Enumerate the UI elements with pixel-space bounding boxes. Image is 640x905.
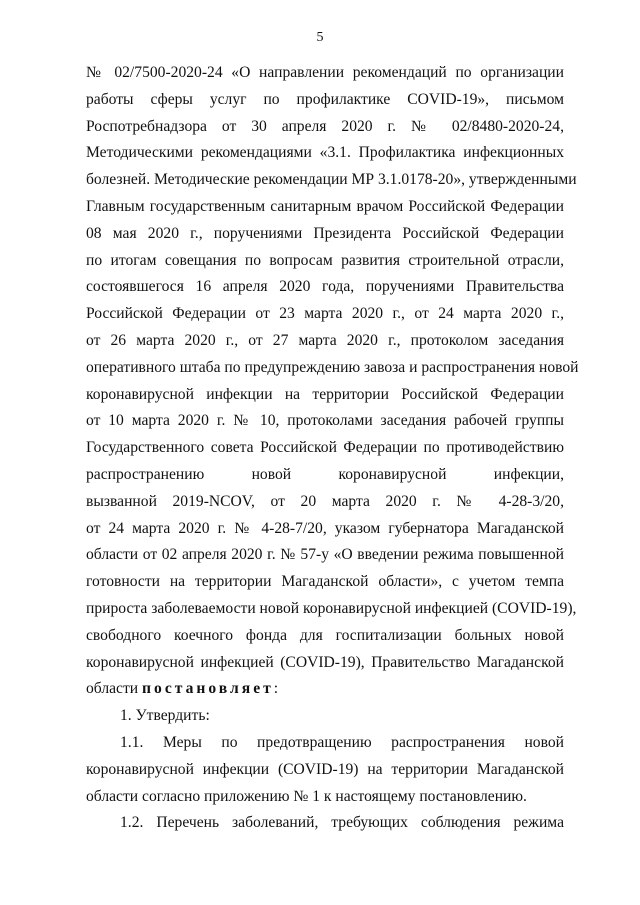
text-line: Методическими рекомендациями «3.1. Профилактика инфекционных [86,144,564,162]
resolution-suffix: : [273,680,279,698]
text-line: болезней. Методические рекомендации МР 3.1.0178-20», утвержденными [86,171,577,189]
text-line: от 24 марта 2020 г. № 4-28-7/20, указом губернатора Магаданской [86,519,564,537]
text-line: Российской Федерации от 23 марта 2020 г., от 24 марта 2020 г., [86,305,564,323]
text-line: области от 02 апреля 2020 г. № 57-у «О введении режима повышенной [86,546,564,564]
text-line: свободного коечного фонда для госпитализации больных новой [86,626,564,644]
item-1: 1. Утвердить: [120,707,210,725]
resolution-prefix: области [86,680,139,698]
item-1-1-line: области согласно приложению № 1 к настоящему постановлению. [86,787,527,805]
text-line: вызванной 2019-NCOV, от 20 марта 2020 г. № 4-28-3/20, [86,492,564,510]
resolution-line [86,676,564,703]
text-line: № 02/7500-2020-24 «О направлении рекомендаций по организации [86,64,564,81]
text-line: состоявшегося 16 апреля 2020 года, поручениями Правительства [86,278,564,296]
text-line: распространению новой коронавирусной инфекции, [86,465,564,483]
item-1-2-line: 1.2. Перечень заболеваний, требующих соблюдения режима [120,814,564,832]
item-1-1-line: коронавирусной инфекции (COVID-19) на территории Магаданской [86,760,564,778]
page-number: 5 [316,30,324,45]
text-line: работы сферы услуг по профилактике COVID-19», письмом [86,90,564,108]
text-line: 08 мая 2020 г., поручениями Президента Российской Федерации [86,224,564,242]
text-line: прироста заболеваемости новой коронавирусной инфекцией (COVID-19), [86,599,577,617]
resolution-keyword: постановляет [142,680,274,698]
text-line: Государственного совета Российской Федерации по противодействию [86,439,564,457]
text-line: Роспотребнадзора от 30 апреля 2020 г. № 02/8480-2020-24, [86,117,564,135]
item-1-1-line: 1.1. Меры по предотвращению распространения новой [120,733,564,751]
text-line: от 10 марта 2020 г. № 10, протоколами заседания рабочей группы [86,412,564,430]
document-body [86,60,579,837]
text-line: коронавирусной инфекцией (COVID-19), Правительство Магаданской [86,653,564,671]
text-line: по итогам совещания по вопросам развития строительной отрасли, [86,251,564,269]
text-line: коронавирусной инфекции на территории Российской Федерации [86,385,564,403]
text-line: оперативного штаба по предупреждению завоза и распространения новой [86,358,579,376]
text-line: Главным государственным санитарным врачом Российской Федерации [86,197,564,215]
text-line: от 26 марта 2020 г., от 27 марта 2020 г., протоколом заседания [86,331,564,349]
text-line: готовности на территории Магаданской области», с учетом темпа [86,573,564,591]
